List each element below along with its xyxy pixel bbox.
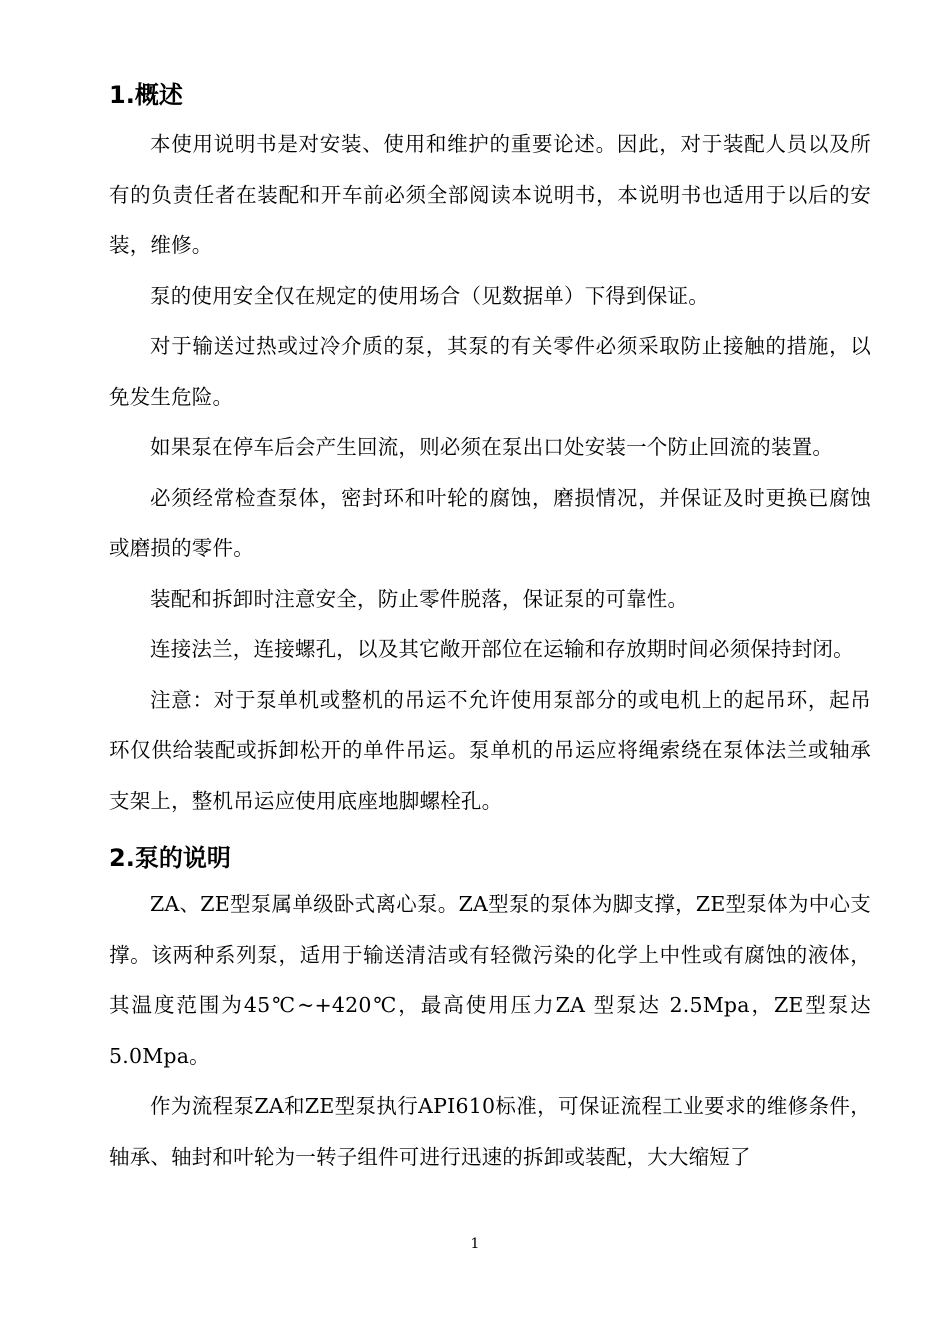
paragraph: ZA、ZE型泵属单级卧式离心泵。ZA型泵的泵体为脚支撑，ZE型泵体为中心支撑。该两种系列泵，适用于输送清洁或有轻微污染的化学上中性或有腐蚀的液体，其温度范围为45℃~+420℃，最高使用压力ZA 型泵达 2.5Mpa，ZE型泵达5.0Mpa。	[109, 892, 871, 1068]
page-number: 1	[470, 1236, 480, 1252]
paragraph: 注意：对于泵单机或整机的吊运不允许使用泵部分的或电机上的起吊环，起吊环仅供给装配或拆卸松开的单件吊运。泵单机的吊运应将绳索绕在泵体法兰或轴承支架上，整机吊运应使用底座地脚螺栓孔。	[109, 687, 871, 813]
paragraph: 必须经常检查泵体，密封环和叶轮的腐蚀，磨损情况，并保证及时更换已腐蚀或磨损的零件。	[109, 485, 871, 560]
paragraph: 作为流程泵ZA和ZE型泵执行API610标准，可保证流程工业要求的维修条件，轴承、轴封和叶轮为一转子组件可进行迅速的拆卸或装配，大大缩短了	[109, 1094, 871, 1169]
paragraph: 泵的使用安全仅在规定的使用场合（见数据单）下得到保证。	[150, 283, 709, 308]
paragraph: 连接法兰，连接螺孔，以及其它敞开部位在运输和存放期时间必须保持封闭。	[150, 637, 854, 661]
paragraph: 对于输送过热或过冷介质的泵，其泵的有关零件必须采取防止接触的措施，以免发生危险。	[109, 334, 871, 409]
document-body	[109, 78, 871, 1182]
section-heading-pump-description: 2.泵的说明	[109, 844, 231, 872]
paragraph: 本使用说明书是对安装、使用和维护的重要论述。因此，对于装配人员以及所有的负责任者在装配和开车前必须全部阅读本说明书，本说明书也适用于以后的安装，维修。	[109, 132, 871, 257]
paragraph: 装配和拆卸时注意安全，防止零件脱落，保证泵的可靠性。	[150, 586, 689, 611]
paragraph: 如果泵在停车后会产生回流，则必须在泵出口处安装一个防止回流的装置。	[150, 435, 834, 459]
section-heading-overview: 1.概述	[109, 81, 183, 109]
